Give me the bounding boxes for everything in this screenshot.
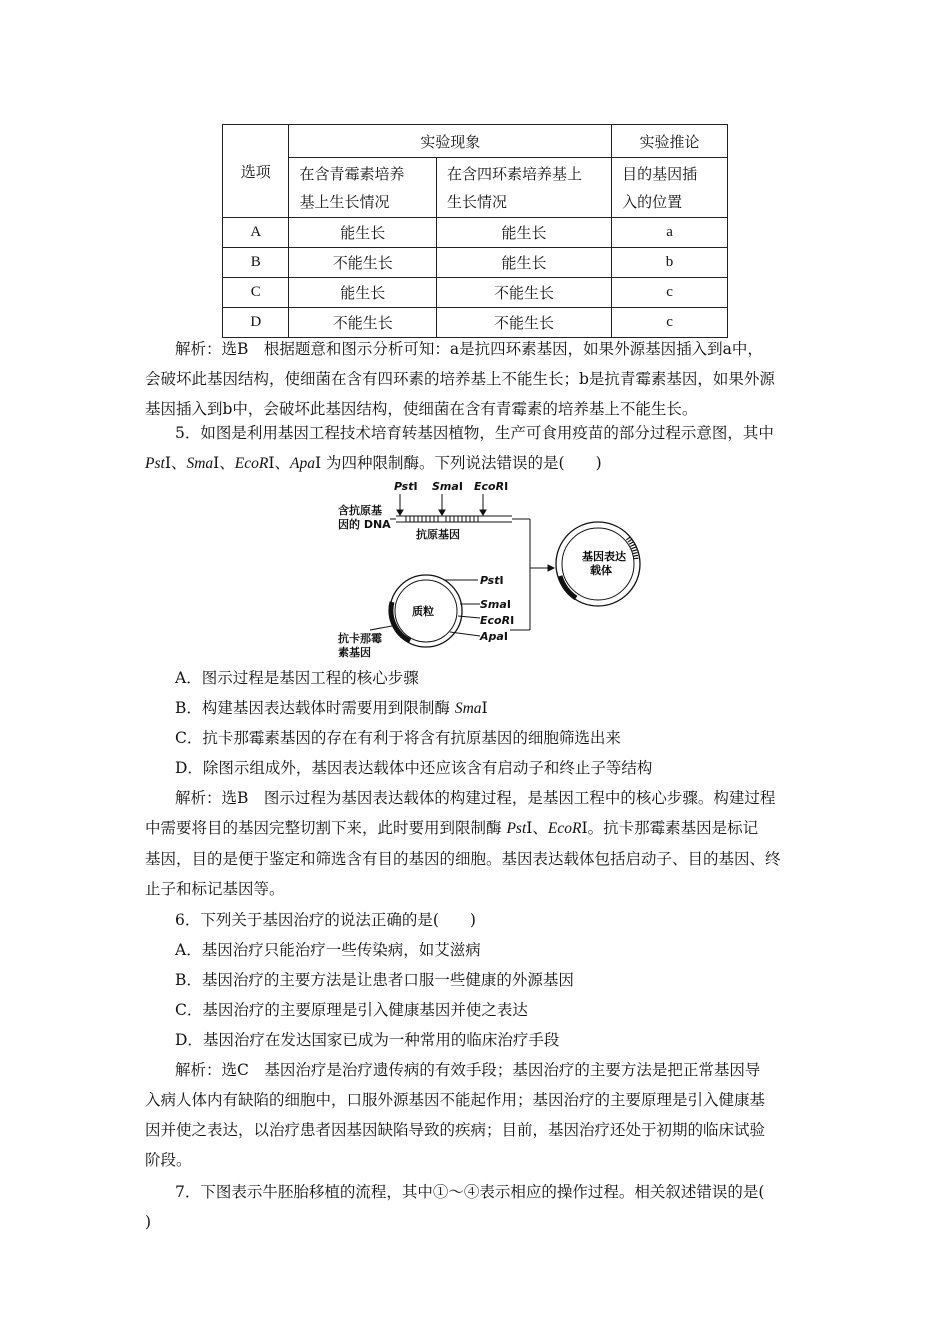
analysis-q5-line2-pre: 中需要将目的基因完整切割下来，此时要用到限制酶 bbox=[145, 819, 507, 837]
question-5-tail: 为四种限制酶。下列说法错误的是( ) bbox=[321, 454, 602, 472]
q6-option-c: C．基因治疗的主要原理是引入健康基因并使之表达 bbox=[175, 1001, 528, 1019]
analysis-q6-line2: 入病人体内有缺陷的细胞中，口服外源基因不能起作用；基因治疗的主要原理是引入健康基 bbox=[145, 1091, 766, 1109]
q5-option-b bbox=[175, 693, 488, 724]
row-option: D bbox=[223, 308, 289, 338]
table-row bbox=[223, 278, 728, 308]
header-penicillin-line2: 基上生长情况 bbox=[299, 192, 390, 211]
vector-antigen-segment bbox=[628, 538, 636, 560]
plasmid-pst-label: PstⅠ bbox=[480, 574, 504, 587]
q5-option-b-text: B．构建基因表达载体时需要用到限制酶 bbox=[175, 699, 455, 717]
question-6 bbox=[145, 905, 805, 935]
kana-pointer-line bbox=[370, 626, 392, 630]
vector-construction-figure bbox=[330, 476, 670, 662]
analysis-q6-line4: 阶段。 bbox=[145, 1151, 192, 1169]
header-penicillin-line1: 在含青霉素培养 bbox=[299, 164, 405, 183]
question-5-line1: 5．如图是利用基因工程技术培育转基因植物，生产可食用疫苗的部分过程示意图，其中 bbox=[175, 424, 774, 442]
header-position-line2: 入的位置 bbox=[622, 192, 683, 211]
row-position: a bbox=[612, 218, 728, 248]
question-5 bbox=[145, 418, 805, 479]
table-row bbox=[223, 248, 728, 278]
enzyme-apa: Apa bbox=[290, 455, 315, 472]
q5-option-d: D．除图示组成外，基因表达载体中还应该含有启动子和终止子等结构 bbox=[175, 759, 653, 777]
row-position: b bbox=[612, 248, 728, 278]
enzyme-ecor: EcoR bbox=[234, 455, 269, 472]
plasmid-label: 质粒 bbox=[412, 605, 434, 618]
separator: 、 bbox=[219, 454, 235, 472]
roman-numeral: Ⅰ bbox=[268, 454, 275, 472]
question-7-line2: ) bbox=[145, 1213, 152, 1231]
q5-option-c: C．抗卡那霉素基因的存在有利于将含有抗原基因的细胞筛选出来 bbox=[175, 729, 621, 747]
analysis-q4-line3: 基因插入到b中，会破坏此基因结构，使细菌在含有青霉素的培养基上不能生长。 bbox=[145, 400, 698, 418]
table-row bbox=[223, 218, 728, 248]
separator: 、 bbox=[274, 454, 291, 472]
row-tetracycline: 不能生长 bbox=[436, 308, 611, 338]
question-5-line2 bbox=[145, 448, 805, 479]
row-option: C bbox=[223, 278, 289, 308]
row-penicillin: 不能生长 bbox=[289, 308, 436, 338]
kana-label-line2: 素基因 bbox=[338, 646, 371, 659]
dna-label-line2: 因的 DNA bbox=[338, 518, 391, 531]
row-penicillin: 能生长 bbox=[289, 218, 436, 248]
analysis-q5-line2-post: Ⅰ。抗卡那霉素基因是标记 bbox=[581, 819, 759, 837]
pst-label: PstⅠ bbox=[394, 480, 418, 493]
header-position bbox=[612, 158, 728, 218]
ecor-arrowhead bbox=[480, 510, 486, 515]
analysis-q5-line4: 止子和标记基因等。 bbox=[145, 880, 285, 898]
analysis-q6-line1: 解析：选C 基因治疗是治疗遗传病的有效手段；基因治疗的主要方法是把正常基因导 bbox=[175, 1061, 761, 1079]
enzyme-ecor: EcoR bbox=[547, 820, 582, 837]
analysis-q6 bbox=[145, 1055, 805, 1175]
row-position: c bbox=[612, 308, 728, 338]
analysis-q5-line2-mid: Ⅰ、 bbox=[526, 819, 548, 837]
row-option: B bbox=[223, 248, 289, 278]
analysis-q6-line3: 因并使之表达，以治疗患者因基因缺陷导致的疾病；目前，基因治疗还处于初期的临床试验 bbox=[145, 1121, 766, 1139]
row-position: c bbox=[612, 278, 728, 308]
header-inference: 实验推论 bbox=[612, 125, 728, 158]
analysis-q5-line3: 基因，目的是便于鉴定和筛选含有目的基因的细胞。基因表达载体包括启动子、目的基因、终 bbox=[145, 850, 781, 868]
roman-numeral: Ⅰ bbox=[164, 454, 171, 472]
analysis-q5-line2 bbox=[145, 813, 805, 844]
table-row bbox=[223, 308, 728, 338]
antigen-gene-label: 抗原基因 bbox=[416, 528, 460, 541]
header-tetracycline-line1: 在含四环素培养基上 bbox=[446, 164, 582, 183]
q5-option-b-enzyme: Sma bbox=[454, 700, 482, 717]
sma-arrowhead bbox=[439, 510, 445, 515]
q6-option-a: A．基因治疗只能治疗一些传染病，如艾滋病 bbox=[175, 941, 481, 959]
ecor-label: EcoRⅠ bbox=[474, 480, 509, 493]
analysis-q4 bbox=[145, 334, 805, 424]
row-tetracycline: 不能生长 bbox=[436, 278, 611, 308]
q6-option-d: D．基因治疗在发达国家已成为一种常用的临床治疗手段 bbox=[175, 1031, 560, 1049]
analysis-q4-line1: 解析：选B 根据题意和图示分析可知：a是抗四环素基因，如果外源基因插入到a中， bbox=[175, 340, 763, 358]
pst-arrowhead bbox=[397, 510, 403, 515]
plasmid-ecor-label: EcoRⅠ bbox=[480, 614, 515, 627]
plasmid-apa-label: ApaⅠ bbox=[480, 630, 508, 643]
vector-label-line1: 基因表达 bbox=[582, 550, 626, 563]
enzyme-pst: Pst bbox=[145, 455, 165, 472]
q6-option-b: B．基因治疗的主要方法是让患者口服一些健康的外源基因 bbox=[175, 971, 574, 989]
roman-numeral: Ⅰ bbox=[213, 454, 220, 472]
roman-numeral: Ⅰ bbox=[314, 454, 322, 472]
row-option: A bbox=[223, 218, 289, 248]
enzyme-sma: Sma bbox=[186, 455, 214, 472]
kana-label-line1: 抗卡那霉 bbox=[338, 632, 382, 645]
sma-label: SmaⅠ bbox=[432, 480, 463, 493]
header-penicillin bbox=[289, 158, 436, 218]
connector-arrow bbox=[510, 519, 554, 630]
header-position-line1: 目的基因插 bbox=[622, 164, 698, 183]
analysis-q4-line2: 会破坏此基因结构，使细菌在含有四环素的培养基上不能生长；b是抗青霉素基因，如果外源 bbox=[145, 370, 775, 388]
dna-label-line1: 含抗原基 bbox=[338, 504, 382, 517]
vector-label-line2: 载体 bbox=[590, 564, 612, 577]
header-option: 选项 bbox=[223, 125, 289, 218]
analysis-q5 bbox=[145, 783, 805, 904]
plasmid bbox=[390, 575, 462, 647]
enzyme-pst: Pst bbox=[506, 820, 527, 837]
vector-kana-segment bbox=[560, 576, 576, 598]
question-6-stem: 6．下列关于基因治疗的说法正确的是( ) bbox=[175, 911, 476, 929]
row-penicillin: 不能生长 bbox=[289, 248, 436, 278]
row-tetracycline: 能生长 bbox=[436, 218, 611, 248]
header-tetracycline bbox=[436, 158, 611, 218]
header-phenomenon: 实验现象 bbox=[289, 125, 612, 158]
separator: 、 bbox=[170, 454, 187, 472]
row-tetracycline: 能生长 bbox=[436, 248, 611, 278]
question-7-line1: 7．下图表示牛胚胎移植的流程，其中①～④表示相应的操作过程。相关叙述错误的是( bbox=[175, 1183, 765, 1201]
analysis-q5-line1: 解析：选B 图示过程为基因表达载体的构建过程，是基因工程中的核心步骤。构建过程 bbox=[175, 789, 776, 807]
dna-strand bbox=[390, 516, 520, 522]
question-7 bbox=[145, 1177, 805, 1237]
row-penicillin: 能生长 bbox=[289, 278, 436, 308]
roman-numeral: Ⅰ bbox=[481, 699, 488, 717]
antigen-gene-ticks bbox=[406, 516, 478, 522]
experiment-table bbox=[222, 124, 728, 338]
expression-vector bbox=[556, 522, 640, 606]
q5-option-a: A．图示过程是基因工程的核心步骤 bbox=[175, 669, 419, 687]
header-tetracycline-line2: 生长情况 bbox=[446, 192, 507, 211]
plasmid-sma-label: SmaⅠ bbox=[480, 598, 511, 611]
